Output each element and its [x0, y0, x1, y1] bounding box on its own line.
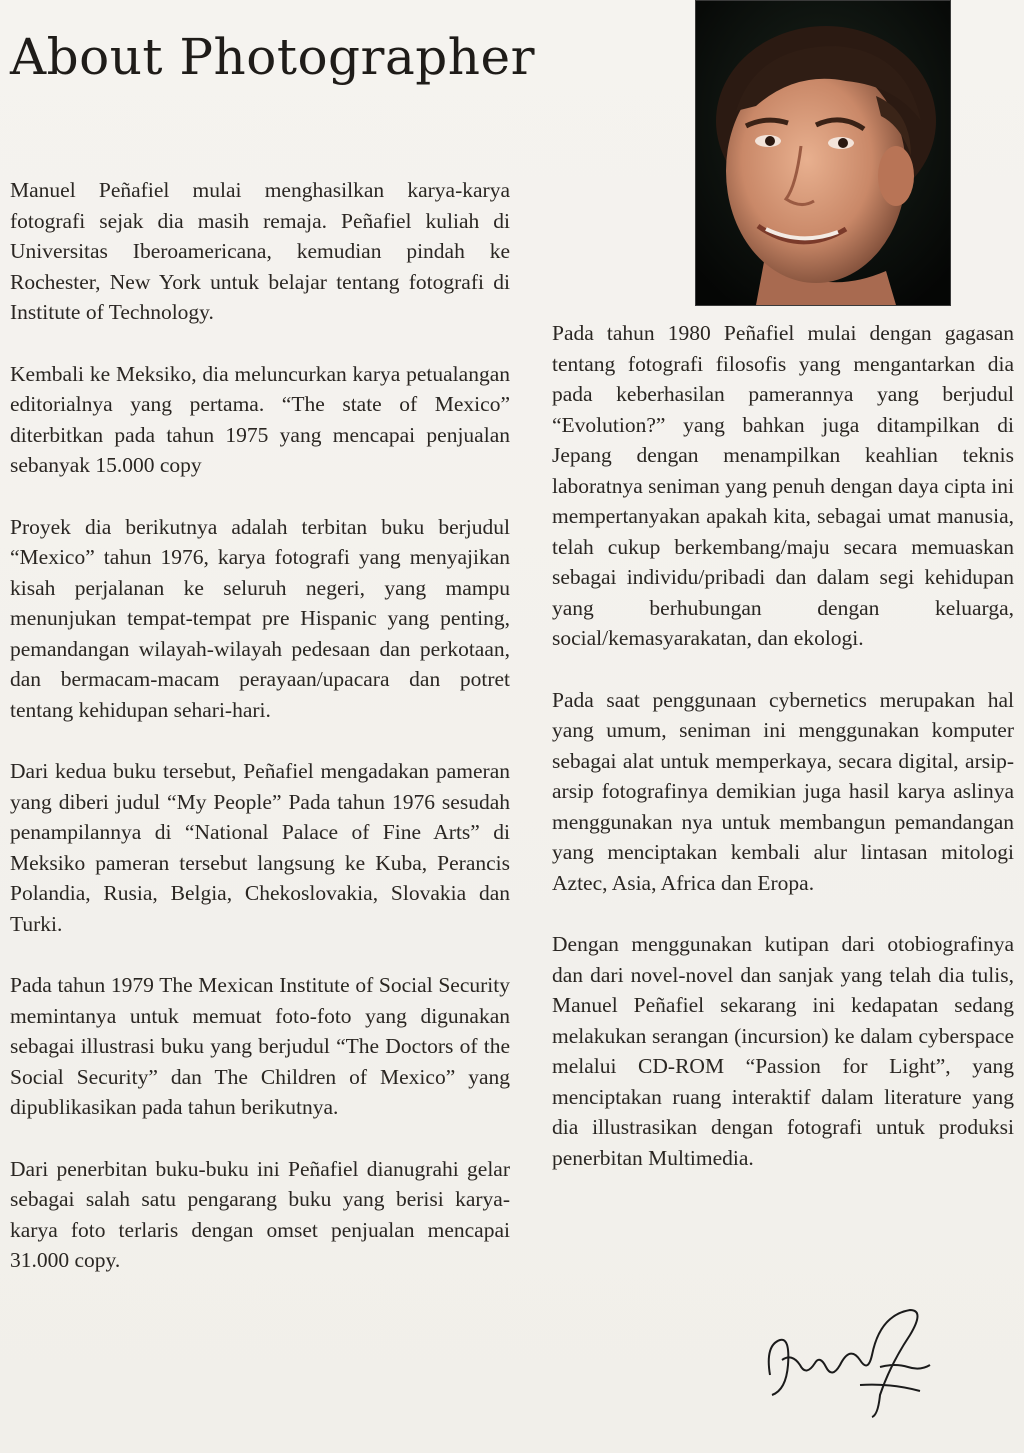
- right-column: [552, 318, 1014, 1204]
- portrait-photo-icon: [695, 0, 951, 306]
- right-paragraph-1: Pada tahun 1980 Peñafiel mulai dengan gagasan tentang fotografi filosofis yang mengantarkan dia pada keberhasilan pamerannya yang berjudul “Evolution?” yang bahkan juga ditampilkan di Jepang dengan menampilkan keahlian teknis laboratnya seniman yang penuh dengan daya cipta ini mempertanyakan apakah kita, sebagai umat manusia, telah cukup berkembang/maju secara memuaskan sebagai individu/pribadi dan dalam segi kehidupan yang berhubungan dengan keluarga, social/kemasyarakatan, dan ekologi.: [552, 321, 1014, 650]
- portrait-illustration: [696, 1, 950, 305]
- left-paragraph-5: Pada tahun 1979 The Mexican Institute of Social Security memintanya untuk memuat foto-foto yang digunakan sebagai illustrasi buku yang berjudul “The Doctors of the Social Security” dan The Children of Mexico” yang dipublikasikan pada tahun berikutnya.: [10, 973, 510, 1119]
- left-paragraph-1: Manuel Peñafiel mulai menghasilkan karya-karya fotografi sejak dia masih remaja. Peñafiel kuliah di Universitas Iberoamericana, kemudian pindah ke Rochester, New York untuk belajar tentang fotografi di Institute of Technology.: [10, 178, 510, 324]
- left-paragraph-6: Dari penerbitan buku-buku ini Peñafiel dianugrahi gelar sebagai salah satu pengarang buku yang berisi karya-karya foto terlaris dengan omset penjualan mencapai 31.000 copy.: [10, 1156, 510, 1272]
- left-paragraph-2: Kembali ke Meksiko, dia meluncurkan karya petualangan editorialnya yang pertama. “The state of Mexico” diterbitkan pada tahun 1975 yang mencapai penjualan sebanyak 15.000 copy: [10, 361, 510, 477]
- left-paragraph-3: Proyek dia berikutnya adalah terbitan buku berjudul “Mexico” tahun 1976, karya fotografi yang menyajikan kisah perjalanan ke seluruh negeri, yang mampu menunjukan tempat-tempat pre Hispanic yang penting, pemandangan wilayah-wilayah pedesaan dan perkotaan, dan bermacam-macam perayaan/upacara dan potret tentang kehidupan sehari-hari.: [10, 514, 510, 722]
- page-title: About Photographer: [10, 28, 535, 86]
- signature-icon: [760, 1305, 940, 1425]
- left-paragraph-4: Dari kedua buku tersebut, Peñafiel mengadakan pameran yang diberi judul “My People” Pada tahun 1976 sesudah penampilannya di “National Palace of Fine Arts” di Meksiko pameran tersebut langsung ke Kuba, Perancis Polandia, Rusia, Belgia, Chekoslovakia, Slovakia dan Turki.: [10, 759, 510, 936]
- right-paragraph-3: Dengan menggunakan kutipan dari otobiografinya dan dari novel-novel dan sanjak yang telah dia tulis, Manuel Peñafiel sekarang ini kedapatan sedang melakukan serangan (incursion) ke dalam cyberspace melalui CD-ROM “Passion for Light”, yang menciptakan ruang interaktif dalam literature yang dia illustrasikan dengan fotografi untuk produksi penerbitan Multimedia.: [552, 932, 1014, 1170]
- left-column: [10, 175, 510, 1307]
- right-paragraph-2: Pada saat penggunaan cybernetics merupakan hal yang umum, seniman ini menggunakan komputer sebagai alat untuk memperkaya, secara digital, arsip-arsip fotografinya demikian juga hasil karya aslinya menggunakan nya untuk membangun pemandangan yang menciptakan kembali alur lintasan mitologi Aztec, Asia, Africa dan Eropa.: [552, 687, 1014, 895]
- signature-drawing: [760, 1305, 940, 1425]
